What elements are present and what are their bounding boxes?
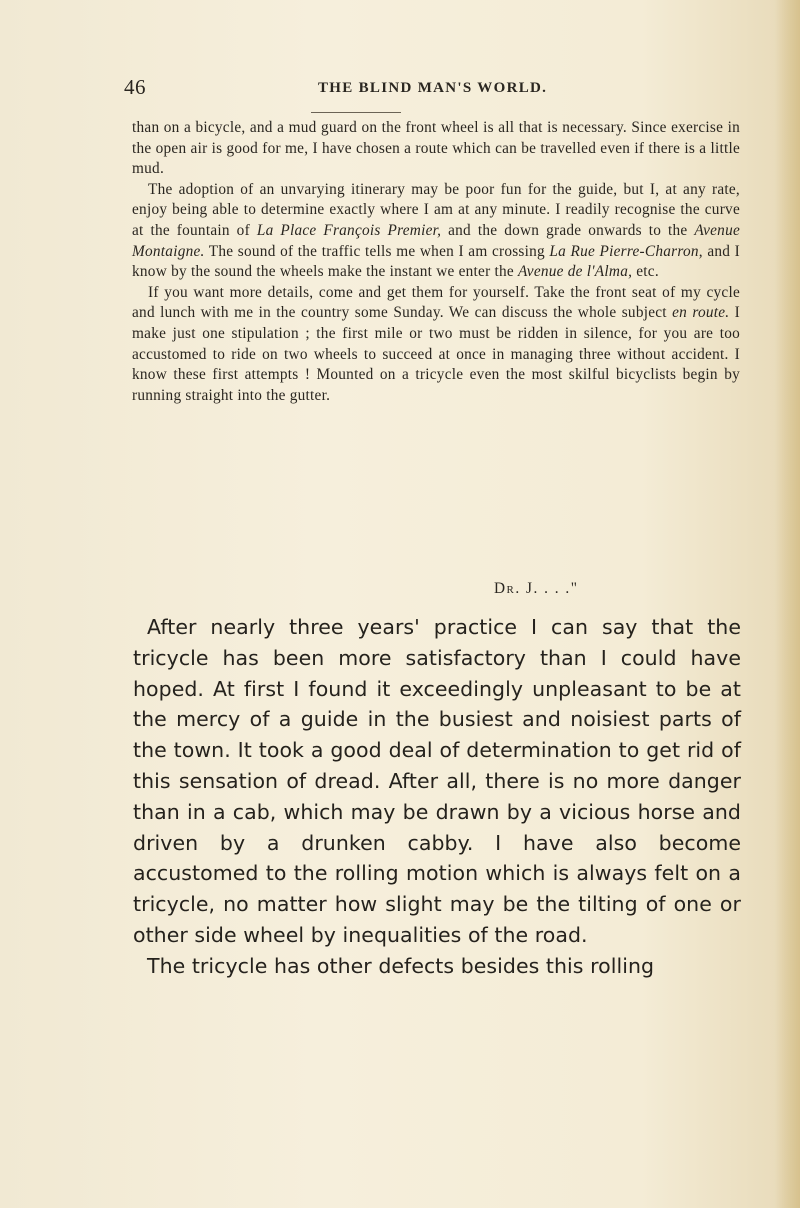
main-text xyxy=(133,612,741,982)
text-run: and the down grade onwards to the xyxy=(441,221,695,239)
letter-paragraph-2 xyxy=(132,180,740,283)
text-run: If you want more details, come and get them for yourself. Take the front seat of my cycle and lunch with me in the country some Sunday. We can discuss the whole subject xyxy=(132,283,740,322)
header-rule xyxy=(311,112,401,113)
page-header xyxy=(124,75,684,102)
text-run: and I know by the sound the wheels make the instant we enter the xyxy=(132,242,740,281)
text-run: etc. xyxy=(632,263,659,281)
text-run: I make just one stipulation ; the first mile or two must be ridden in silence, for you are too accustomed to ride on two wheels to succeed at once in managing three without accident. I know these first attempts ! Mounted on a tricycle even the most skilful bicyclists begin by running straight into the gutter. xyxy=(132,304,741,404)
page-number: 46 xyxy=(124,75,146,99)
letter-paragraph-3 xyxy=(132,283,740,407)
place-name: Avenue de l'Alma, xyxy=(518,263,633,281)
foreign-phrase: en route. xyxy=(672,304,730,322)
letter-paragraph-1: than on a bicycle, and a mud guard on the front wheel is all that is necessary. Since exercise in the open air is good for me, I have chosen a route which can be travelled even if there is a little mud. xyxy=(132,119,740,178)
main-paragraph-2: The tricycle has other defects besides this rolling xyxy=(147,953,655,978)
text-run: The sound of the traffic tells me when I am crossing xyxy=(204,242,550,260)
quoted-letter xyxy=(132,118,740,406)
place-name: Avenue Montaigne. xyxy=(132,221,741,260)
text-run: The adoption of an unvarying itinerary may be poor fun for the guide, but I, at any rate, enjoy being able to determine exactly where I am at any minute. I readily recognise the curve at the fountain of xyxy=(132,180,740,239)
letter-signature: Dr. J. . . ." xyxy=(494,580,579,597)
page-edge-shadow xyxy=(774,0,800,1208)
running-title: THE BLIND MAN'S WORLD. xyxy=(318,80,548,96)
main-paragraph-1: After nearly three years' practice I can say that the tricycle has been more satisfactory than I could have hoped. At first I found it exceedingly unpleasant to be at the mercy of a guide in the busiest and noisiest parts of the town. It took a good deal of determination to get rid of this sensation of dread. After all, there is no more danger than in a cab, which may be drawn by a vicious horse and driven by a drunken cabby. I have also become accustomed to the rolling motion which is always felt on a tricycle, no matter how slight may be the tilting of one or other side wheel by inequalities of the road. xyxy=(133,615,741,947)
place-name: La Place François Premier, xyxy=(256,221,442,239)
place-name: La Rue Pierre-Charron, xyxy=(549,242,703,260)
